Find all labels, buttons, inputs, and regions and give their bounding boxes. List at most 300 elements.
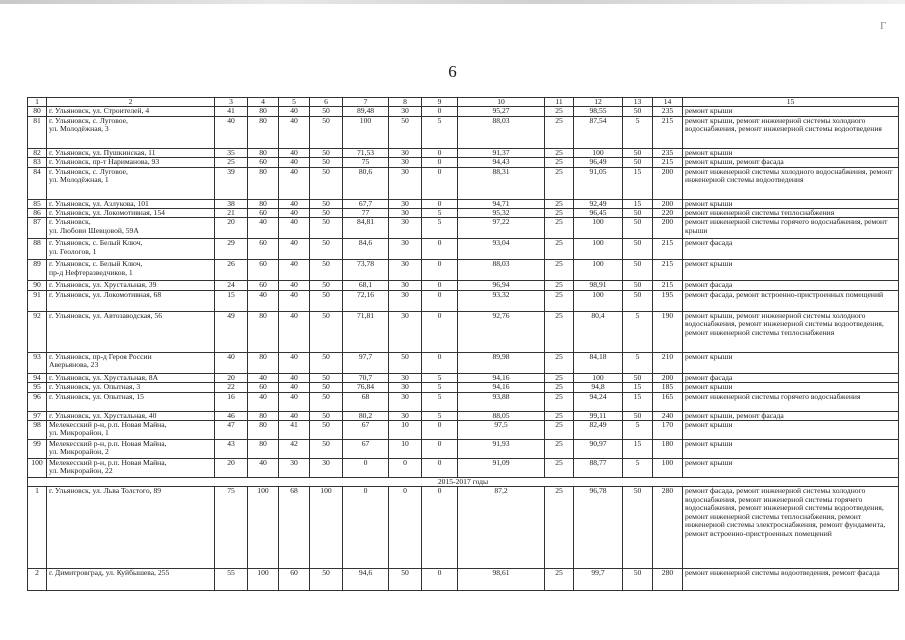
works-cell: ремонт инженерной системы горячего водоснабжения xyxy=(683,392,899,411)
value-cell: 200 xyxy=(653,167,683,199)
value-cell: 40 xyxy=(279,383,310,392)
value-cell: 50 xyxy=(623,290,653,311)
value-cell: 30 xyxy=(389,218,422,239)
value-cell: 98,55 xyxy=(574,107,623,116)
value-cell: 200 xyxy=(653,218,683,239)
value-cell: 40 xyxy=(248,373,279,382)
value-cell: 0 xyxy=(422,281,458,290)
value-cell: 215 xyxy=(653,158,683,167)
value-cell: 30 xyxy=(389,290,422,311)
value-cell: 50 xyxy=(623,569,653,591)
value-cell: 46 xyxy=(215,411,248,420)
column-header: 6 xyxy=(310,98,343,107)
value-cell: 80,6 xyxy=(343,167,389,199)
column-header: 7 xyxy=(343,98,389,107)
address-cell: г. Ульяновск, ул. Хрустальная, 40 xyxy=(47,411,215,420)
value-cell: 20 xyxy=(215,459,248,478)
row-number: 95 xyxy=(28,383,47,392)
value-cell: 80 xyxy=(248,107,279,116)
value-cell: 30 xyxy=(389,199,422,208)
value-cell: 235 xyxy=(653,148,683,157)
row-number: 92 xyxy=(28,311,47,352)
value-cell: 30 xyxy=(310,459,343,478)
value-cell: 80 xyxy=(248,167,279,199)
table-row xyxy=(28,107,899,116)
value-cell: 100 xyxy=(310,487,343,569)
value-cell: 75 xyxy=(215,487,248,569)
table-row xyxy=(28,199,899,208)
works-cell: ремонт фасада xyxy=(683,373,899,382)
value-cell: 30 xyxy=(389,158,422,167)
works-cell: ремонт крыши xyxy=(683,459,899,478)
value-cell: 0 xyxy=(422,459,458,478)
works-cell: ремонт крыши xyxy=(683,383,899,392)
works-cell: ремонт крыши, ремонт фасада xyxy=(683,158,899,167)
column-header: 13 xyxy=(623,98,653,107)
works-cell: ремонт фасада, ремонт встроенно-пристроенных помещений xyxy=(683,290,899,311)
value-cell: 215 xyxy=(653,260,683,281)
value-cell: 25 xyxy=(545,260,574,281)
value-cell: 0 xyxy=(422,167,458,199)
rows-main xyxy=(28,107,899,478)
value-cell: 100 xyxy=(574,290,623,311)
value-cell: 200 xyxy=(653,199,683,208)
value-cell: 39 xyxy=(215,167,248,199)
column-header: 9 xyxy=(422,98,458,107)
value-cell: 80,2 xyxy=(343,411,389,420)
value-cell: 40 xyxy=(279,218,310,239)
value-cell: 94,6 xyxy=(343,569,389,591)
address-cell: г. Ульяновск, ул. Автозаводская, 56 xyxy=(47,311,215,352)
value-cell: 235 xyxy=(653,107,683,116)
works-cell: ремонт крыши, ремонт инженерной системы холодного водоснабжения, ремонт инженерной системы водоотведения, ремонт инженерной системы теплоснабжения xyxy=(683,311,899,352)
value-cell: 50 xyxy=(310,199,343,208)
value-cell: 97,22 xyxy=(458,218,545,239)
value-cell: 15 xyxy=(623,440,653,459)
value-cell: 30 xyxy=(389,239,422,260)
value-cell: 25 xyxy=(545,383,574,392)
value-cell: 75 xyxy=(343,158,389,167)
value-cell: 180 xyxy=(653,440,683,459)
value-cell: 215 xyxy=(653,239,683,260)
value-cell: 50 xyxy=(310,392,343,411)
value-cell: 195 xyxy=(653,290,683,311)
value-cell: 50 xyxy=(310,281,343,290)
value-cell: 40 xyxy=(215,116,248,148)
row-number: 90 xyxy=(28,281,47,290)
value-cell: 15 xyxy=(623,392,653,411)
value-cell: 60 xyxy=(279,569,310,591)
value-cell: 50 xyxy=(623,158,653,167)
value-cell: 25 xyxy=(545,116,574,148)
value-cell: 43 xyxy=(215,440,248,459)
value-cell: 5 xyxy=(623,459,653,478)
table-row xyxy=(28,383,899,392)
value-cell: 15 xyxy=(623,383,653,392)
value-cell: 5 xyxy=(422,218,458,239)
scan-edge xyxy=(0,0,905,4)
value-cell: 5 xyxy=(422,209,458,218)
value-cell: 24 xyxy=(215,281,248,290)
value-cell: 87,54 xyxy=(574,116,623,148)
value-cell: 50 xyxy=(310,239,343,260)
column-header: 11 xyxy=(545,98,574,107)
value-cell: 5 xyxy=(623,352,653,373)
value-cell: 50 xyxy=(310,421,343,440)
value-cell: 94,16 xyxy=(458,383,545,392)
row-number: 100 xyxy=(28,459,47,478)
value-cell: 80,4 xyxy=(574,311,623,352)
works-cell: ремонт инженерной системы водоотведения, ремонт фасада xyxy=(683,569,899,591)
value-cell: 96,94 xyxy=(458,281,545,290)
row-number: 88 xyxy=(28,239,47,260)
value-cell: 50 xyxy=(310,373,343,382)
value-cell: 30 xyxy=(389,107,422,116)
address-cell: г. Ульяновск, с. Белый Ключ, ул. Геологов, 1 xyxy=(47,239,215,260)
value-cell: 41 xyxy=(279,421,310,440)
value-cell: 98,61 xyxy=(458,569,545,591)
value-cell: 77 xyxy=(343,209,389,218)
value-cell: 220 xyxy=(653,209,683,218)
value-cell: 30 xyxy=(389,411,422,420)
value-cell: 25 xyxy=(545,167,574,199)
value-cell: 94,24 xyxy=(574,392,623,411)
value-cell: 25 xyxy=(545,440,574,459)
value-cell: 210 xyxy=(653,352,683,373)
value-cell: 97,7 xyxy=(343,352,389,373)
value-cell: 190 xyxy=(653,311,683,352)
value-cell: 25 xyxy=(545,239,574,260)
table-row xyxy=(28,167,899,199)
value-cell: 40 xyxy=(279,158,310,167)
value-cell: 50 xyxy=(389,116,422,148)
value-cell: 5 xyxy=(422,383,458,392)
value-cell: 67 xyxy=(343,440,389,459)
table-row xyxy=(28,281,899,290)
value-cell: 68,1 xyxy=(343,281,389,290)
works-cell: ремонт крыши xyxy=(683,352,899,373)
value-cell: 0 xyxy=(422,148,458,157)
address-cell: г. Ульяновск, ул. Пушкинская, 11 xyxy=(47,148,215,157)
row-number: 93 xyxy=(28,352,47,373)
value-cell: 40 xyxy=(279,239,310,260)
value-cell: 50 xyxy=(623,373,653,382)
row-number: 83 xyxy=(28,158,47,167)
value-cell: 80 xyxy=(248,352,279,373)
value-cell: 40 xyxy=(215,352,248,373)
address-cell: г. Ульяновск, пр-т Нариманова, 93 xyxy=(47,158,215,167)
value-cell: 25 xyxy=(545,218,574,239)
column-header: 14 xyxy=(653,98,683,107)
value-cell: 50 xyxy=(310,260,343,281)
value-cell: 40 xyxy=(279,148,310,157)
address-cell: Мелекесский р-н, р.п. Новая Майна, ул. Микрорайон, 2 xyxy=(47,440,215,459)
value-cell: 40 xyxy=(279,392,310,411)
row-number: 1 xyxy=(28,487,47,569)
value-cell: 25 xyxy=(545,352,574,373)
works-cell: ремонт крыши xyxy=(683,260,899,281)
value-cell: 0 xyxy=(422,199,458,208)
address-cell: г. Ульяновск, ул. Хрустальная, 39 xyxy=(47,281,215,290)
value-cell: 40 xyxy=(279,373,310,382)
value-cell: 80 xyxy=(248,148,279,157)
value-cell: 215 xyxy=(653,116,683,148)
works-cell: ремонт фасада, ремонт инженерной системы холодного водоснабжения, ремонт инженерной системы горячего водоснабжения, ремонт инженерной системы водоотведения, ремонт инженерной системы теплоснабжения, ремонт инженерной системы электроснабжения, ремонт фундамента, ремонт встроенно-пристроенных помещений xyxy=(683,487,899,569)
value-cell: 0 xyxy=(422,107,458,116)
value-cell: 92,49 xyxy=(574,199,623,208)
row-number: 94 xyxy=(28,373,47,382)
value-cell: 84,81 xyxy=(343,218,389,239)
value-cell: 94,16 xyxy=(458,373,545,382)
value-cell: 25 xyxy=(545,148,574,157)
value-cell: 25 xyxy=(545,158,574,167)
value-cell: 80 xyxy=(248,116,279,148)
table-row xyxy=(28,290,899,311)
value-cell: 99,7 xyxy=(574,569,623,591)
value-cell: 280 xyxy=(653,569,683,591)
table-row xyxy=(28,373,899,382)
table-row xyxy=(28,411,899,420)
value-cell: 40 xyxy=(279,199,310,208)
value-cell: 96,49 xyxy=(574,158,623,167)
value-cell: 88,03 xyxy=(458,116,545,148)
value-cell: 99,11 xyxy=(574,411,623,420)
value-cell: 40 xyxy=(248,392,279,411)
value-cell: 25 xyxy=(215,158,248,167)
value-cell: 100 xyxy=(574,148,623,157)
value-cell: 97,5 xyxy=(458,421,545,440)
rows-section xyxy=(28,487,899,591)
address-cell: г. Ульяновск, ул. Опытная, 3 xyxy=(47,383,215,392)
value-cell: 47 xyxy=(215,421,248,440)
value-cell: 25 xyxy=(545,569,574,591)
value-cell: 40 xyxy=(279,281,310,290)
value-cell: 80 xyxy=(248,440,279,459)
section-row xyxy=(28,478,899,487)
value-cell: 88,31 xyxy=(458,167,545,199)
value-cell: 100 xyxy=(248,569,279,591)
value-cell: 55 xyxy=(215,569,248,591)
value-cell: 60 xyxy=(248,239,279,260)
value-cell: 25 xyxy=(545,392,574,411)
value-cell: 25 xyxy=(545,290,574,311)
value-cell: 88,77 xyxy=(574,459,623,478)
value-cell: 98,91 xyxy=(574,281,623,290)
value-cell: 73,78 xyxy=(343,260,389,281)
value-cell: 25 xyxy=(545,459,574,478)
value-cell: 60 xyxy=(248,158,279,167)
value-cell: 30 xyxy=(389,281,422,290)
value-cell: 95,27 xyxy=(458,107,545,116)
row-number: 99 xyxy=(28,440,47,459)
address-cell: г. Ульяновск, пр-д Героя России Аверьянова, 23 xyxy=(47,352,215,373)
column-header: 5 xyxy=(279,98,310,107)
value-cell: 71,53 xyxy=(343,148,389,157)
value-cell: 29 xyxy=(215,239,248,260)
value-cell: 20 xyxy=(215,218,248,239)
value-cell: 50 xyxy=(310,569,343,591)
row-number: 82 xyxy=(28,148,47,157)
value-cell: 30 xyxy=(279,459,310,478)
value-cell: 50 xyxy=(310,440,343,459)
value-cell: 25 xyxy=(545,199,574,208)
value-cell: 88,03 xyxy=(458,260,545,281)
value-cell: 5 xyxy=(422,373,458,382)
table-row xyxy=(28,440,899,459)
value-cell: 88,05 xyxy=(458,411,545,420)
works-cell: ремонт фасада xyxy=(683,239,899,260)
value-cell: 30 xyxy=(389,373,422,382)
value-cell: 50 xyxy=(310,107,343,116)
value-cell: 50 xyxy=(310,148,343,157)
value-cell: 91,05 xyxy=(574,167,623,199)
works-cell: ремонт крыши xyxy=(683,199,899,208)
address-cell: г. Ульяновск, с. Белый Ключ, пр-д Нефтеразведчиков, 1 xyxy=(47,260,215,281)
row-number: 91 xyxy=(28,290,47,311)
value-cell: 50 xyxy=(310,167,343,199)
value-cell: 89,98 xyxy=(458,352,545,373)
value-cell: 80 xyxy=(248,199,279,208)
row-number: 85 xyxy=(28,199,47,208)
value-cell: 68 xyxy=(279,487,310,569)
value-cell: 40 xyxy=(279,107,310,116)
works-cell: ремонт инженерной системы горячего водоснабжения, ремонт крыши xyxy=(683,218,899,239)
table-row xyxy=(28,459,899,478)
value-cell: 25 xyxy=(545,421,574,440)
value-cell: 49 xyxy=(215,311,248,352)
value-cell: 0 xyxy=(422,239,458,260)
value-cell: 90,97 xyxy=(574,440,623,459)
value-cell: 50 xyxy=(623,411,653,420)
value-cell: 80 xyxy=(248,311,279,352)
value-cell: 93,32 xyxy=(458,290,545,311)
address-cell: Мелекесский р-н, р.п. Новая Майна, ул. Микрорайон, 1 xyxy=(47,421,215,440)
value-cell: 215 xyxy=(653,281,683,290)
works-cell: ремонт крыши xyxy=(683,440,899,459)
value-cell: 87,2 xyxy=(458,487,545,569)
value-cell: 5 xyxy=(422,411,458,420)
table-row xyxy=(28,116,899,148)
value-cell: 16 xyxy=(215,392,248,411)
value-cell: 26 xyxy=(215,260,248,281)
value-cell: 94,43 xyxy=(458,158,545,167)
value-cell: 50 xyxy=(310,411,343,420)
value-cell: 0 xyxy=(422,352,458,373)
value-cell: 25 xyxy=(545,373,574,382)
table-row xyxy=(28,487,899,569)
address-cell: Мелекесский р-н, р.п. Новая Майна, ул. Микрорайон, 22 xyxy=(47,459,215,478)
table-row xyxy=(28,352,899,373)
value-cell: 0 xyxy=(422,290,458,311)
address-cell: г. Ульяновск, ул. Локомотивная, 154 xyxy=(47,209,215,218)
column-header: 8 xyxy=(389,98,422,107)
header-row xyxy=(28,98,899,107)
table-row xyxy=(28,392,899,411)
value-cell: 30 xyxy=(389,209,422,218)
value-cell: 0 xyxy=(389,487,422,569)
value-cell: 240 xyxy=(653,411,683,420)
row-number: 86 xyxy=(28,209,47,218)
value-cell: 93,88 xyxy=(458,392,545,411)
value-cell: 60 xyxy=(248,209,279,218)
table-row xyxy=(28,311,899,352)
value-cell: 30 xyxy=(389,392,422,411)
value-cell: 100 xyxy=(574,373,623,382)
value-cell: 76,84 xyxy=(343,383,389,392)
value-cell: 0 xyxy=(422,440,458,459)
value-cell: 42 xyxy=(279,440,310,459)
value-cell: 40 xyxy=(279,411,310,420)
value-cell: 50 xyxy=(310,290,343,311)
value-cell: 40 xyxy=(279,352,310,373)
row-number: 84 xyxy=(28,167,47,199)
value-cell: 25 xyxy=(545,487,574,569)
column-header: 4 xyxy=(248,98,279,107)
value-cell: 95,32 xyxy=(458,209,545,218)
value-cell: 100 xyxy=(574,260,623,281)
value-cell: 5 xyxy=(623,116,653,148)
value-cell: 5 xyxy=(422,116,458,148)
value-cell: 40 xyxy=(279,209,310,218)
value-cell: 96,78 xyxy=(574,487,623,569)
value-cell: 67,7 xyxy=(343,199,389,208)
value-cell: 50 xyxy=(310,209,343,218)
column-header: 12 xyxy=(574,98,623,107)
address-cell: г. Димитровград, ул. Куйбышева, 255 xyxy=(47,569,215,591)
value-cell: 30 xyxy=(389,260,422,281)
value-cell: 0 xyxy=(422,421,458,440)
table-row xyxy=(28,158,899,167)
row-number: 80 xyxy=(28,107,47,116)
value-cell: 71,81 xyxy=(343,311,389,352)
value-cell: 96,45 xyxy=(574,209,623,218)
value-cell: 50 xyxy=(310,383,343,392)
value-cell: 93,04 xyxy=(458,239,545,260)
value-cell: 67 xyxy=(343,421,389,440)
value-cell: 15 xyxy=(215,290,248,311)
corner-mark: Г xyxy=(880,20,887,32)
value-cell: 72,16 xyxy=(343,290,389,311)
works-cell: ремонт инженерной системы холодного водоснабжения, ремонт инженерной системы водоотведения xyxy=(683,167,899,199)
value-cell: 50 xyxy=(389,352,422,373)
value-cell: 40 xyxy=(279,311,310,352)
value-cell: 100 xyxy=(343,116,389,148)
row-number: 2 xyxy=(28,569,47,591)
table-row xyxy=(28,260,899,281)
value-cell: 40 xyxy=(248,218,279,239)
row-number: 97 xyxy=(28,411,47,420)
value-cell: 0 xyxy=(422,569,458,591)
column-header: 10 xyxy=(458,98,545,107)
address-cell: г. Ульяновск, ул. Локомотивная, 68 xyxy=(47,290,215,311)
value-cell: 100 xyxy=(248,487,279,569)
value-cell: 50 xyxy=(623,260,653,281)
column-header: 1 xyxy=(28,98,47,107)
value-cell: 170 xyxy=(653,421,683,440)
value-cell: 25 xyxy=(545,281,574,290)
value-cell: 50 xyxy=(310,352,343,373)
value-cell: 94,8 xyxy=(574,383,623,392)
value-cell: 50 xyxy=(310,158,343,167)
value-cell: 185 xyxy=(653,383,683,392)
value-cell: 40 xyxy=(279,290,310,311)
value-cell: 0 xyxy=(422,260,458,281)
value-cell: 22 xyxy=(215,383,248,392)
works-cell: ремонт крыши xyxy=(683,107,899,116)
value-cell: 10 xyxy=(389,421,422,440)
row-number: 98 xyxy=(28,421,47,440)
value-cell: 84,18 xyxy=(574,352,623,373)
